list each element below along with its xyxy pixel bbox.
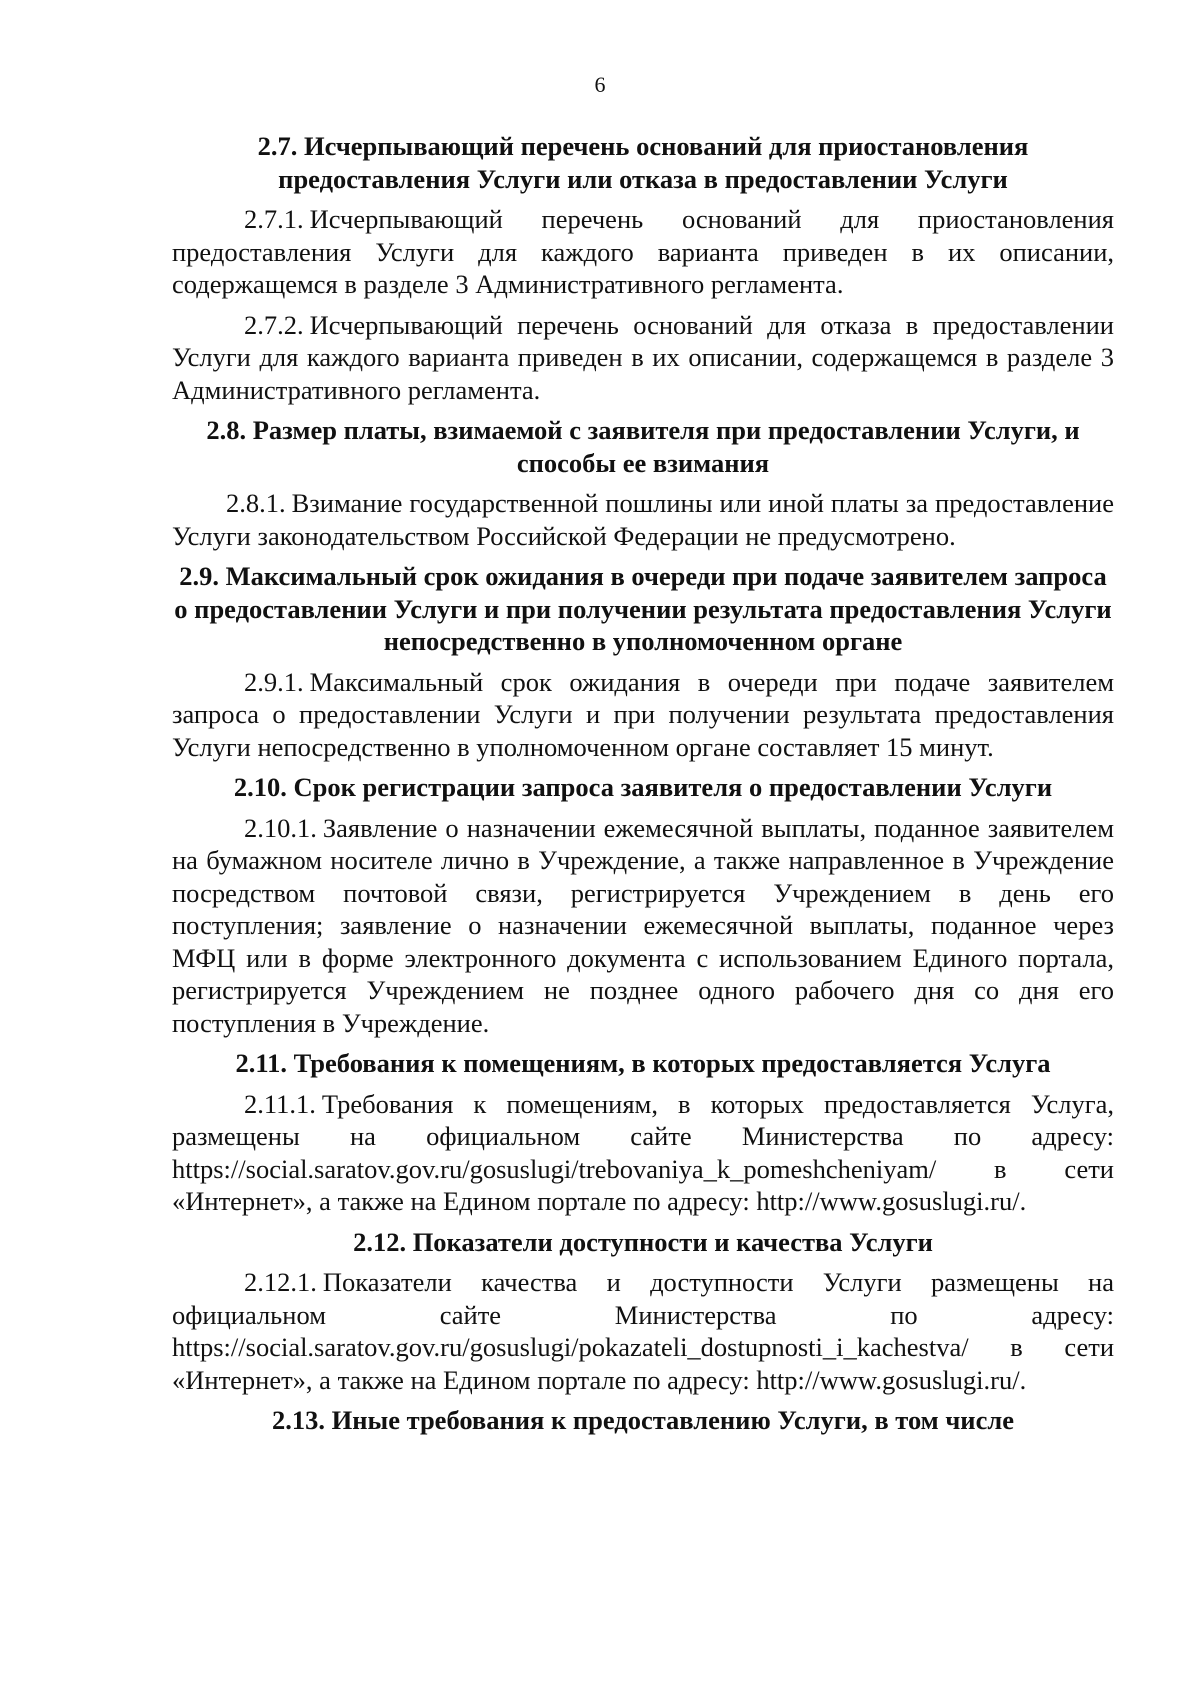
- paragraph-2-10-1: [172, 812, 1114, 1040]
- paragraph-number: 2.7.1.: [244, 204, 304, 234]
- paragraph-number: 2.8.1.: [226, 488, 286, 518]
- paragraph-2-7-1: [172, 203, 1114, 301]
- paragraph-number: 2.9.1.: [244, 666, 304, 697]
- page-number: 6: [594, 72, 606, 97]
- section-heading-2-13: 2.13. Иные требования к предоставлению Услуги, в том числе: [272, 1405, 1014, 1435]
- paragraph-text: Исчерпывающий перечень оснований для приостановления предоставления Услуги для каждого варианта приведен в их описании, содержащемся в разделе 3 Административного регламента.: [172, 204, 1114, 299]
- paragraph-2-7-2: [172, 309, 1114, 407]
- document-body: [172, 130, 1114, 1445]
- paragraph-2-11-1: [172, 1088, 1114, 1218]
- section-heading-2-11: 2.11. Требования к помещениям, в которых предоставляется Услуга: [235, 1048, 1051, 1078]
- paragraph-number: 2.7.2.: [244, 309, 304, 340]
- section-heading-2-7: 2.7. Исчерпывающий перечень оснований для приостановления предоставления Услуги или отказа в предоставлении Услуги: [257, 131, 1029, 194]
- paragraph-text: Исчерпывающий перечень оснований для отказа в предоставлении Услуги для каждого варианта приведен в их описании, содержащемся в разделе 3 Административного регламента.: [172, 309, 1114, 405]
- paragraph-text: Максимальный срок ожидания в очереди при подаче заявителем запроса о предоставлении Услуги и при получении результата предоставления Услуги непосредственно в уполномоченном органе составляет 15 минут.: [172, 666, 1114, 762]
- paragraph-text: Показатели качества и доступности Услуги размещены на официальном сайте Министерства по адресу: https://social.saratov.gov.ru/gosuslugi/pokazateli_dostupnosti_i_kachestva/ в сети «Интернет», а также на Едином портале по адресу: http://www.gosuslugi.ru/.: [172, 1267, 1114, 1395]
- section-heading-2-12: 2.12. Показатели доступности и качества Услуги: [353, 1226, 933, 1257]
- paragraph-number: 2.10.1.: [244, 812, 317, 843]
- paragraph-2-12-1: [172, 1266, 1114, 1396]
- paragraph-2-9-1: [172, 666, 1114, 764]
- section-heading-2-10: 2.10. Срок регистрации запроса заявителя о предоставлении Услуги: [233, 772, 1053, 802]
- section-heading-2-8: 2.8. Размер платы, взимаемой с заявителя при предоставлении Услуги, и способы ее взимания: [206, 415, 1080, 478]
- paragraph-number: 2.11.1.: [244, 1088, 316, 1119]
- paragraph-number: 2.12.1.: [244, 1267, 317, 1297]
- paragraph-text: Требования к помещениям, в которых предоставляется Услуга, размещены на официальном сайте Министерства по адресу: https://social.saratov.gov.ru/gosuslugi/trebovaniya_k_pomeshcheniyam/ в сети «Интернет», а также на Едином портале по адресу: http://www.gosuslugi.ru/.: [172, 1088, 1114, 1216]
- paragraph-2-8-1: [172, 487, 1114, 552]
- section-heading-2-9: 2.9. Максимальный срок ожидания в очереди при подаче заявителем запроса о предоставлении Услуги и при получении результата предоставления Услуги непосредственно в уполномоченном органе: [174, 561, 1112, 656]
- paragraph-text: Заявление о назначении ежемесячной выплаты, поданное заявителем на бумажном носителе лично в Учреждение, а также направленное в Учреждение посредством почтовой связи, регистрируется Учреждением в день его поступления; заявление о назначении ежемесячной выплаты, поданное через МФЦ или в форме электронного документа с использованием Единого портала, регистрируется Учреждением не позднее одного рабочего дня со дня его поступления в Учреждение.: [172, 812, 1114, 1038]
- paragraph-text: Взимание государственной пошлины или иной платы за предоставление Услуги законодательством Российской Федерации не предусмотрено.: [172, 488, 1114, 551]
